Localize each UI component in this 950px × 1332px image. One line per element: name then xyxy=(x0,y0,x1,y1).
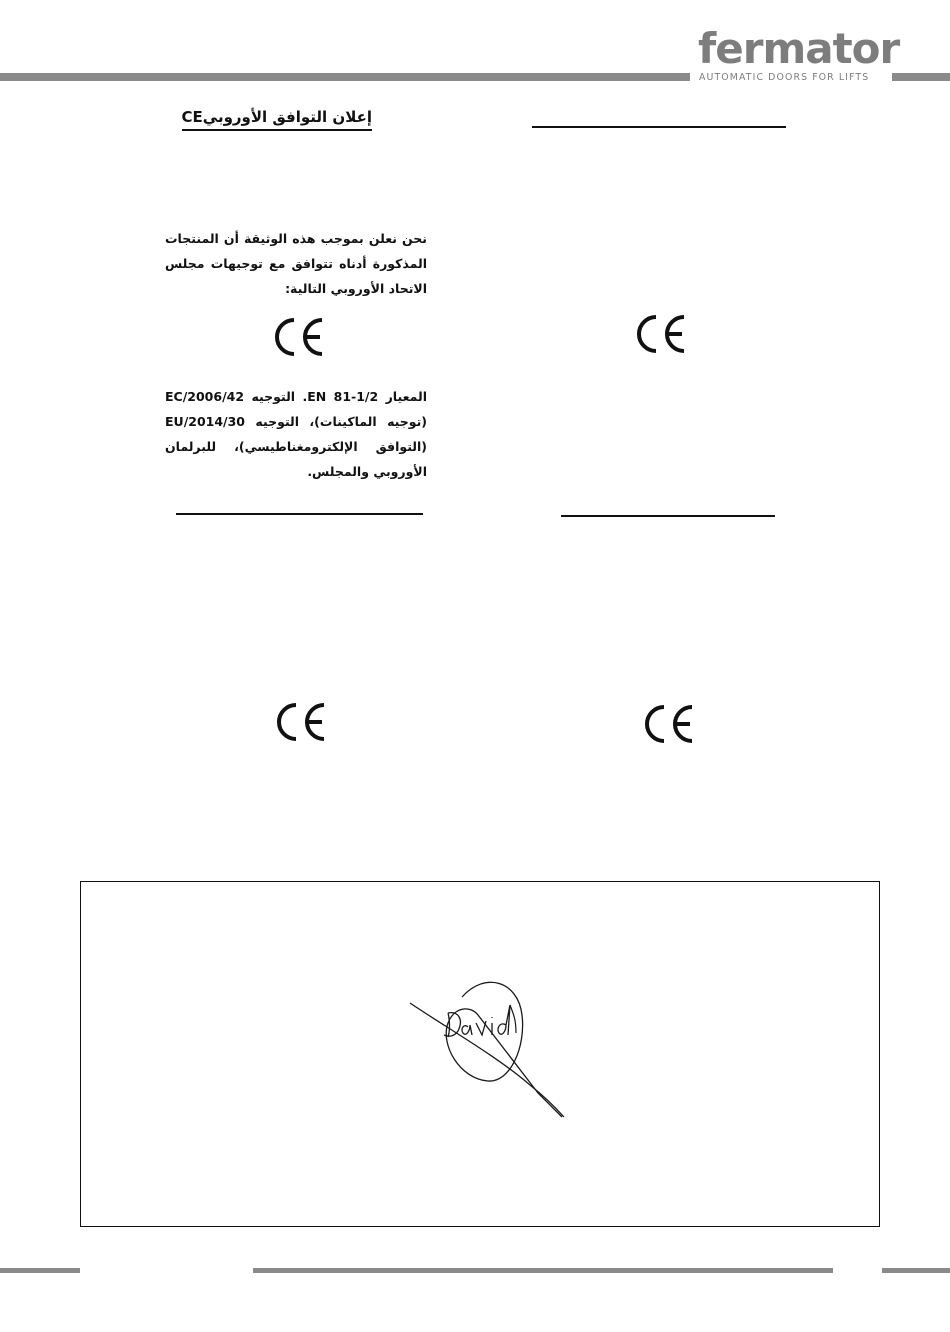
brand-tagline: AUTOMATIC DOORS FOR LIFTS xyxy=(699,72,870,83)
ce-mark-4 xyxy=(642,704,696,744)
handwritten-signature xyxy=(400,975,580,1125)
header-bar-right xyxy=(892,73,950,81)
declaration-title: إعلان التوافق الأوروبيCE xyxy=(182,108,372,131)
ce-mark-3 xyxy=(274,702,328,742)
standards-paragraph: المعيار EN 81-1/2. التوجيه EC/2006/42 (توجيه الماكينات)، التوجيه EU/2014/30 (التوافق الإلكترومغناطيسي)، للبرلمان الأوروبي والمجلس. xyxy=(165,389,428,479)
ce-mark-2 xyxy=(634,314,688,354)
footer-bar-right xyxy=(882,1268,950,1273)
left-section-rule xyxy=(176,513,423,515)
right-title-rule xyxy=(532,126,786,128)
footer-bar-left xyxy=(0,1268,80,1273)
footer-bar-center xyxy=(253,1268,833,1273)
intro-paragraph: نحن نعلن بموجب هذه الوثيقة أن المنتجات المذكورة أدناه تتوافق مع توجيهات مجلس الاتحاد الأوروبي التالية: xyxy=(165,231,427,296)
brand-logo xyxy=(698,24,900,84)
right-section-rule xyxy=(561,515,775,517)
header-bar-left xyxy=(0,73,690,81)
brand-name: fermator xyxy=(698,24,900,73)
ce-mark-1 xyxy=(272,317,326,357)
